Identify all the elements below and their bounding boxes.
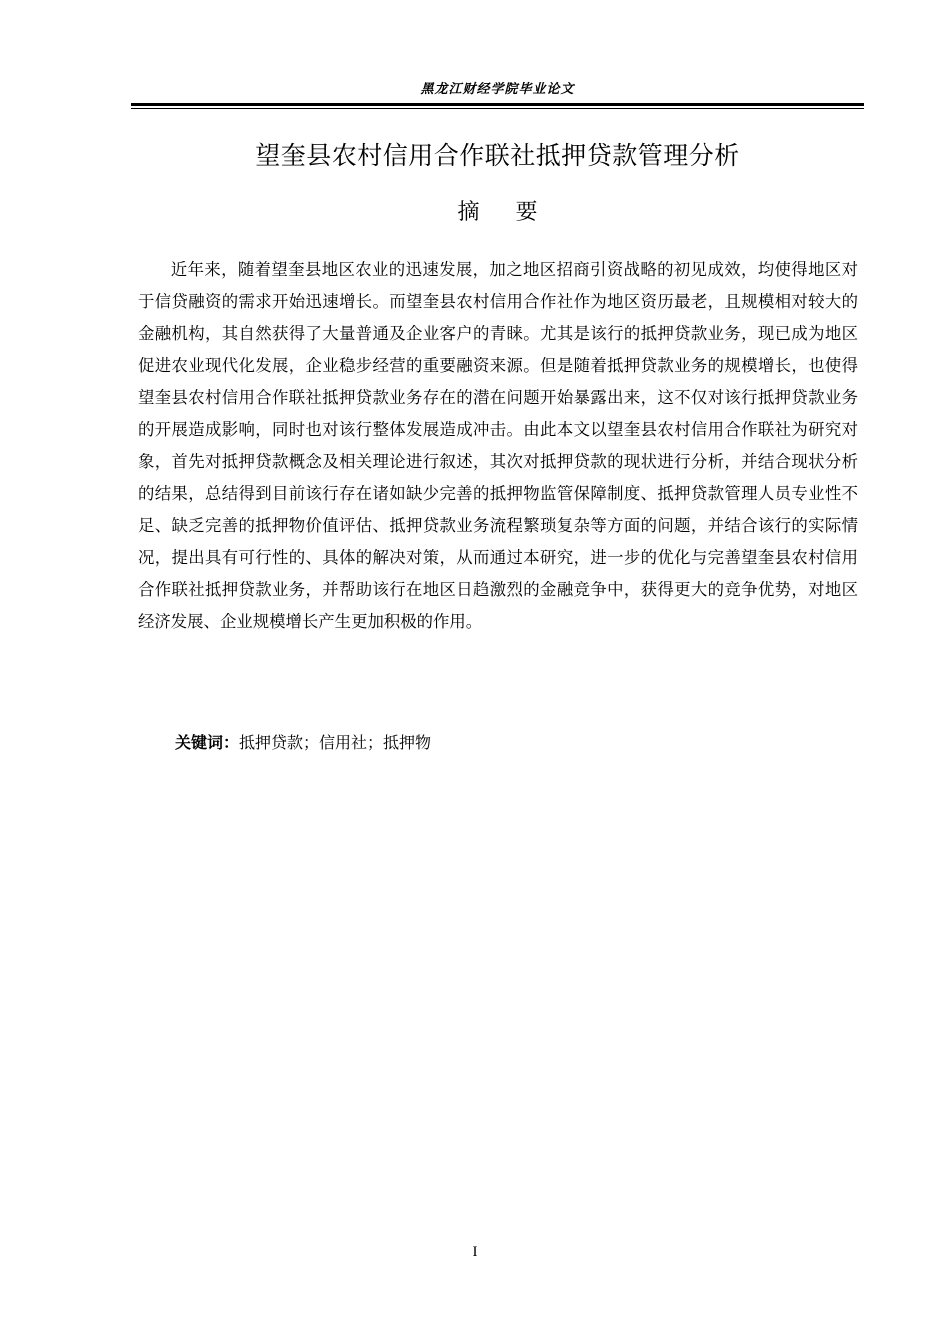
header-rule-thin [131,108,864,109]
abstract-body: 近年来，随着望奎县地区农业的迅速发展，加之地区招商引资战略的初见成效，均使得地区对于信贷融资的需求开始迅速增长。而望奎县农村信用合作社作为地区资历最老，且规模相对较大的金融机构，其自然获得了大量普通及企业客户的青睐。尤其是该行的抵押贷款业务，现已成为地区促进农业现代化发展，企业稳步经营的重要融资来源。但是随着抵押贷款业务的规模增长，也使得望奎县农村信用合作联社抵押贷款业务存在的潜在问题开始暴露出来，这不仅对该行抵押贷款业务的开展造成影响，同时也对该行整体发展造成冲击。由此本文以望奎县农村信用合作联社为研究对象，首先对抵押贷款概念及相关理论进行叙述，其次对抵押贷款的现状进行分析，并结合现状分析的结果，总结得到目前该行存在诸如缺少完善的抵押物监管保障制度、抵押贷款管理人员专业性不足、缺乏完善的抵押物价值评估、抵押贷款业务流程繁琐复杂等方面的问题，并结合该行的实际情况，提出具有可行性的、具体的解决对策，从而通过本研究，进一步的优化与完善望奎县农村信用合作联社抵押贷款业务，并帮助该行在地区日趋激烈的金融竞争中，获得更大的竞争优势，对地区经济发展、企业规模增长产生更加积极的作用。 [138,260,858,631]
keywords-value: 抵押贷款；信用社；抵押物 [239,733,432,752]
paper-title: 望奎县农村信用合作联社抵押贷款管理分析 [255,141,740,170]
page-number: I [472,1244,478,1260]
header-rule-thick [131,103,864,106]
running-header: 黑龙江财经学院毕业论文 [420,82,575,97]
keywords-line [175,727,855,759]
abstract-heading: 摘要 [457,200,574,225]
keywords-label: 关键词： [175,733,240,752]
